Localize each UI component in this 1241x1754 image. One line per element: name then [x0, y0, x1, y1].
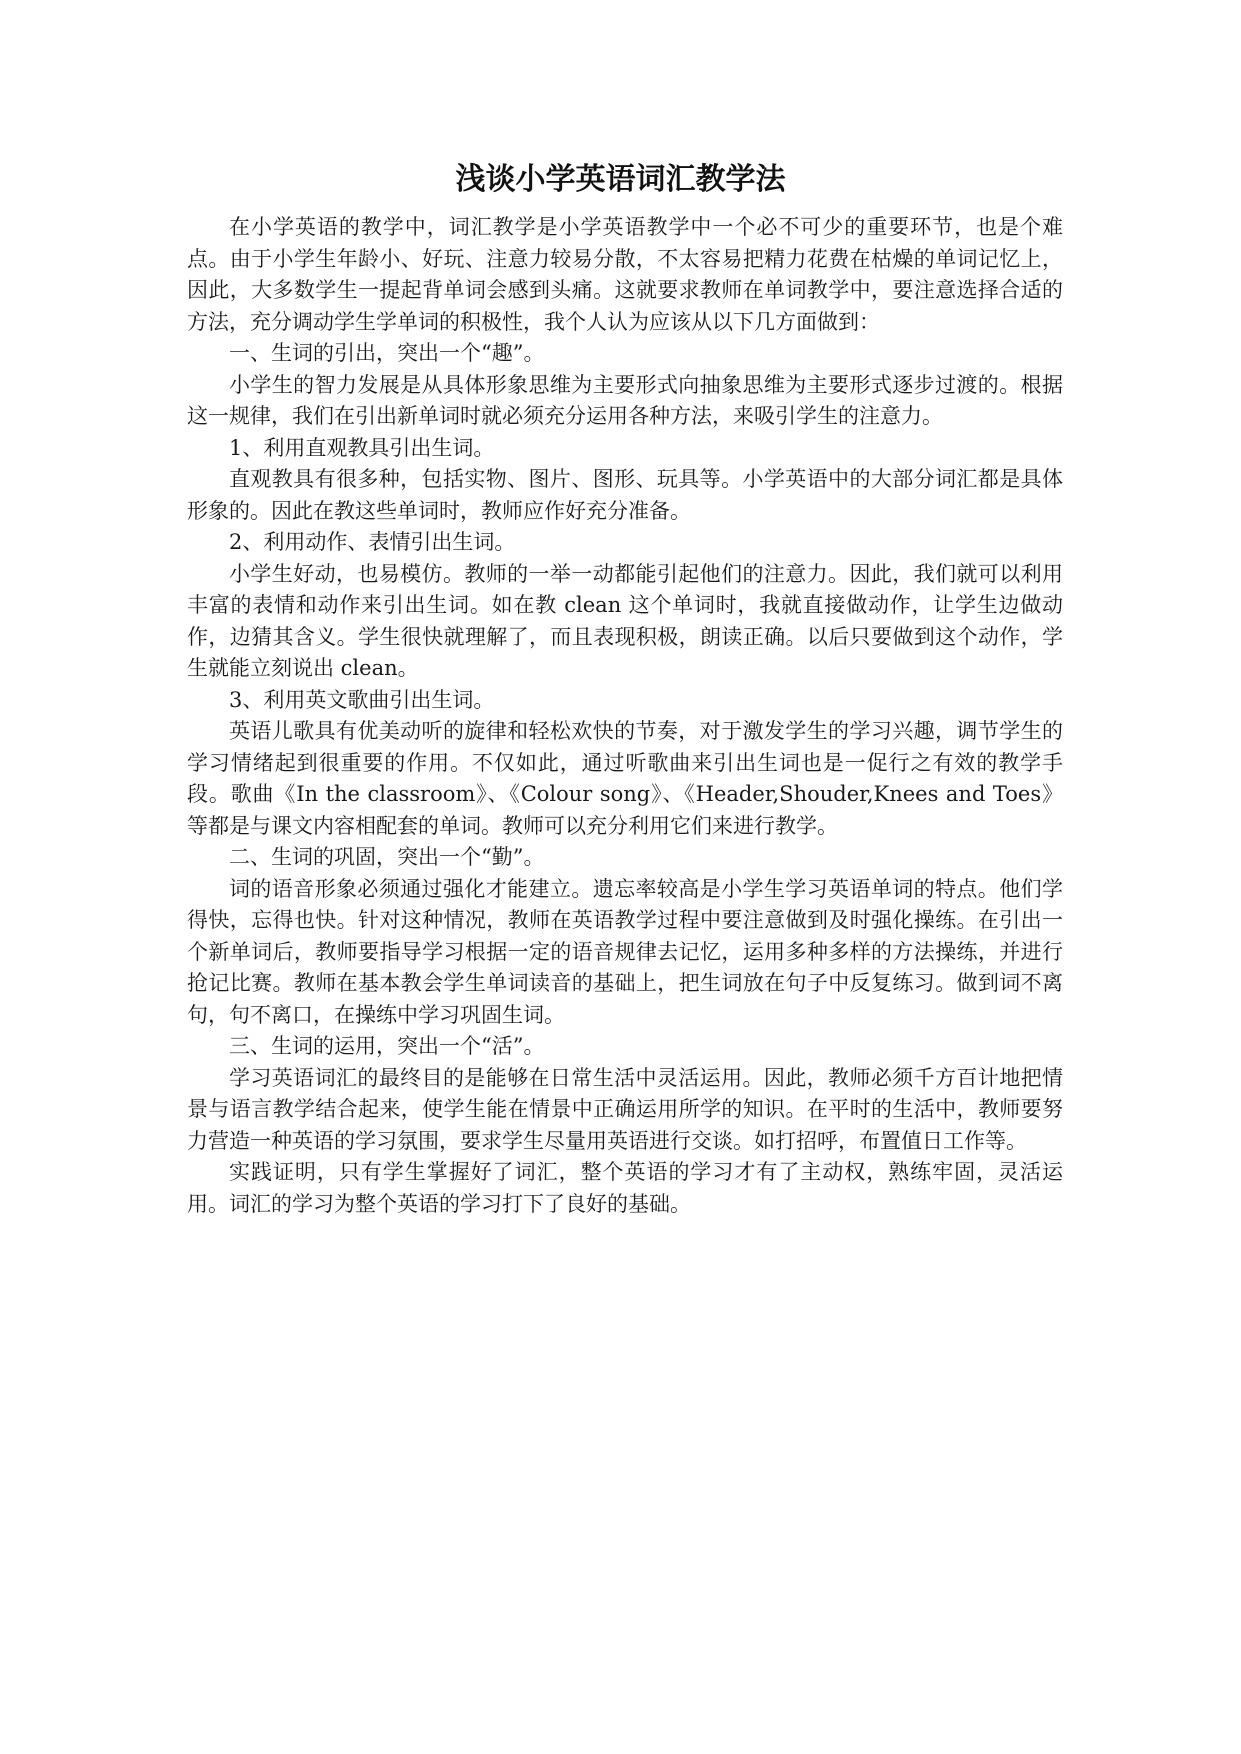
document-title: 浅谈小学英语词汇教学法 [455, 162, 786, 197]
paragraph-conclusion: 实践证明，只有学生掌握好了词汇，整个英语的学习才有了主动权，熟练牢固，灵活运用。词汇的学习为整个英语的学习打下了良好的基础。 [187, 1160, 1063, 1216]
paragraph-intro: 在小学英语的教学中，词汇教学是小学英语教学中一个必不可少的重要环节，也是个难点。由于小学生年龄小、好玩、注意力较易分散，不太容易把精力花费在枯燥的单词记忆上，因此，大多数学生一提起背单词会感到头痛。这就要求教师在单词教学中，要注意选择合适的方法，充分调动学生学单词的积极性，我个人认为应该从以下几方面做到： [187, 215, 1063, 334]
subheading-1: 1、利用直观教具引出生词。 [229, 435, 495, 460]
paragraph-subheading-1: 直观教具有很多种，包括实物、图片、图形、玩具等。小学英语中的大部分词汇都是具体形象的。因此在教这些单词时，教师应作好充分准备。 [187, 467, 1063, 523]
heading-section-3: 三、生词的运用，突出一个“活”。 [229, 1034, 545, 1058]
subheading-2: 2、利用动作、表情引出生词。 [229, 530, 516, 554]
paragraph-subheading-2: 小学生好动，也易模仿。教师的一举一动都能引起他们的注意力。因此，我们就可以利用丰富的表情和动作来引出生词。如在教 clean 这个单词时，我就直接做动作，让学生边做动作，边猜其含义。学生很快就理解了，而且表现积极，朗读正确。以后只要做到这个动作，学生就能立刻说出 clean。 [187, 561, 1063, 680]
subheading-3: 3、利用英文歌曲引出生词。 [229, 687, 495, 712]
paragraph-section-1-intro: 小学生的智力发展是从具体形象思维为主要形式向抽象思维为主要形式逐步过渡的。根据这一规律，我们在引出新单词时就必须充分运用各种方法，来吸引学生的注意力。 [187, 372, 1063, 428]
paragraph-section-2: 词的语音形象必须通过强化才能建立。遗忘率较高是小学生学习英语单词的特点。他们学得快，忘得也快。针对这种情况，教师在英语教学过程中要注意做到及时强化操练。在引出一个新单词后，教师要指导学习根据一定的语音规律去记忆，运用多种多样的方法操练，并进行抢记比赛。教师在基本教会学生单词读音的基础上，把生词放在句子中反复练习。做到词不离句，句不离口，在操练中学习巩固生词。 [187, 876, 1063, 1027]
document-body [187, 212, 1063, 1220]
heading-section-1: 一、生词的引出，突出一个“趣”。 [229, 341, 545, 365]
paragraph-section-3: 学习英语词汇的最终目的是能够在日常生活中灵活运用。因此，教师必须千方百计地把情景与语言教学结合起来，使学生能在情景中正确运用所学的知识。在平时的生活中，教师要努力营造一种英语的学习氛围，要求学生尽量用英语进行交谈。如打招呼，布置值日工作等。 [187, 1065, 1063, 1153]
heading-section-2: 二、生词的巩固，突出一个“勤”。 [229, 845, 545, 869]
paragraph-subheading-3: 英语儿歌具有优美动听的旋律和轻松欢快的节奏，对于激发学生的学习兴趣，调节学生的学习情绪起到很重要的作用。不仅如此，通过听歌曲来引出生词也是一促行之有效的教学手段。歌曲《In the classroom》、《Colour song》、《Header,Shouder,Knees and Toes》等都是与课文内容相配套的单词。教师可以充分利用它们来进行教学。 [187, 719, 1063, 838]
